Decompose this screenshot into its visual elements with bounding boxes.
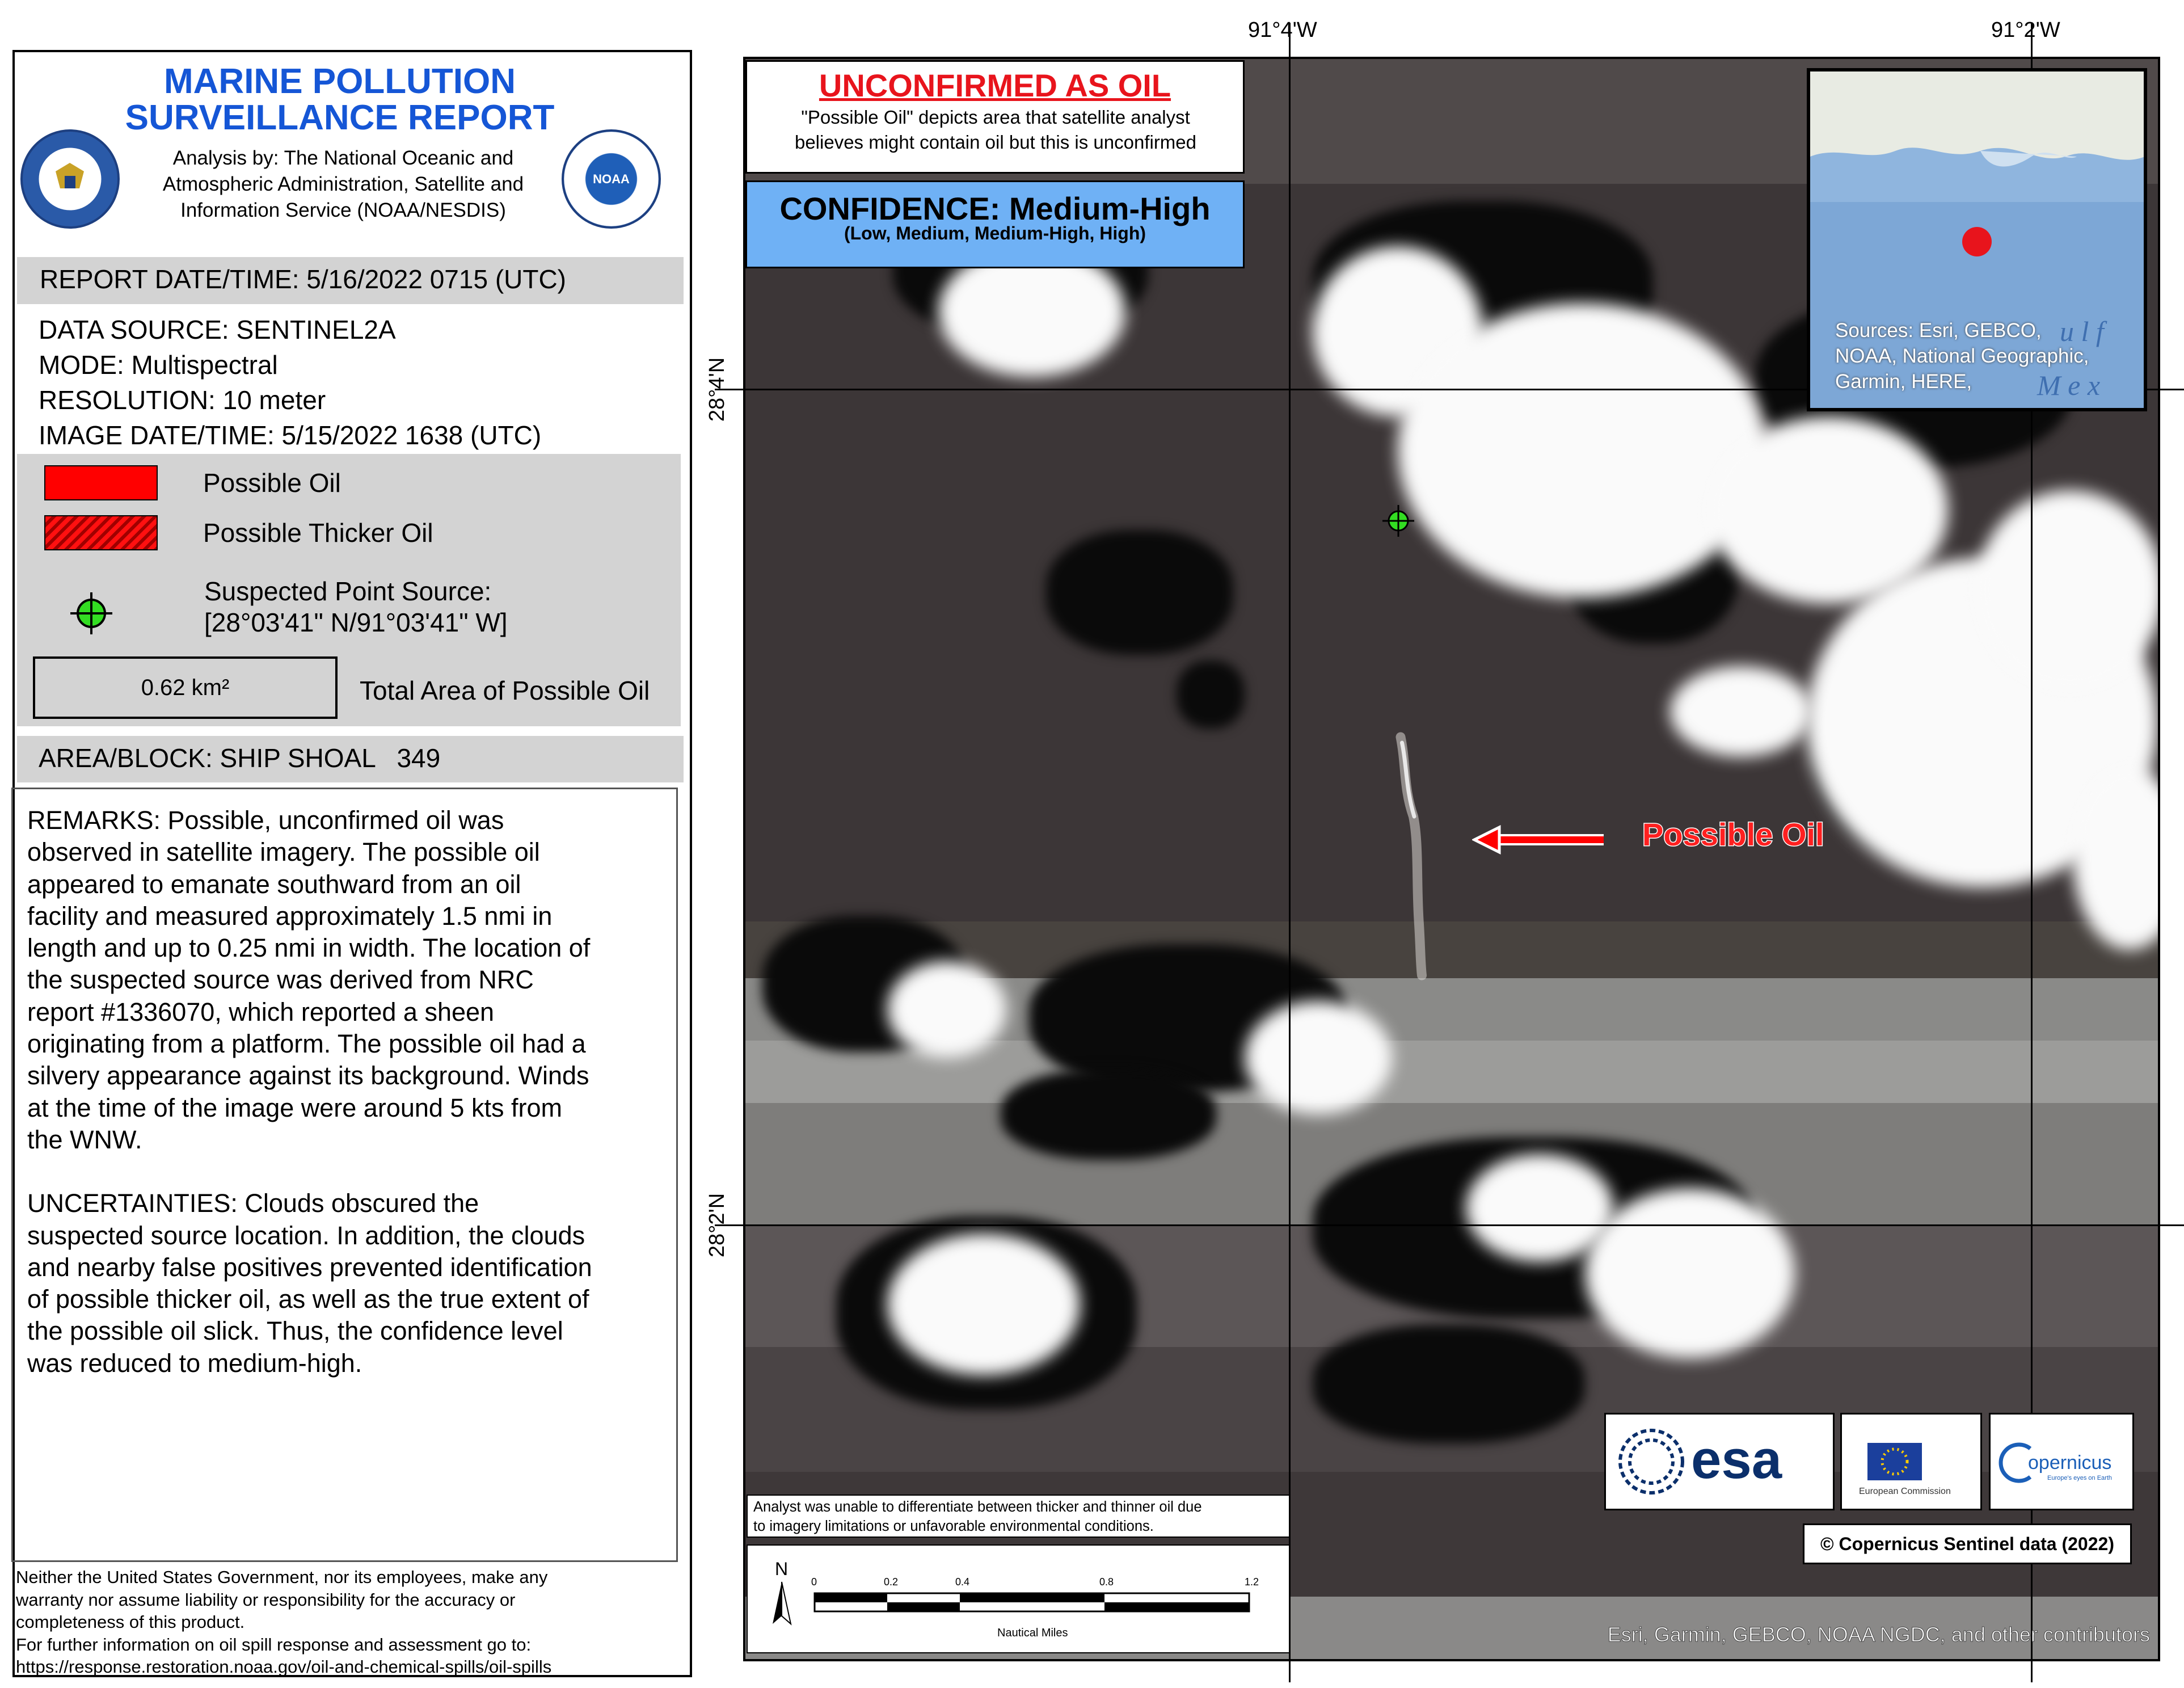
analyst-note-line-1: Analyst was unable to differentiate between thicker and thinner oil due (753, 1499, 1202, 1515)
inset-credit-line-2: NOAA, National Geographic, (1835, 345, 2089, 367)
point-source-coords: [28°03'41" N/91°03'41" W] (204, 608, 508, 637)
location-marker-icon (1962, 227, 1992, 256)
unconfirmed-line-2: believes might contain oil but this is unconfirmed (794, 132, 1197, 153)
noaa-logo (562, 129, 661, 229)
remarks-line: REMARKS: Possible, unconfirmed oil was (27, 806, 504, 835)
basemap-credit: Esri, Garmin, GEBCO, NOAA NGDC, and other contributors (1607, 1623, 2150, 1646)
possible-oil-swatch (44, 465, 158, 500)
remarks-line: report #1336070, which reported a sheen (27, 997, 495, 1026)
unconfirmed-line-1: "Possible Oil" depicts area that satellite analyst (801, 107, 1190, 128)
gulf-text-2: M e x (2037, 369, 2101, 401)
unconfirmed-text (749, 105, 1242, 155)
possible-thicker-oil-label: Possible Thicker Oil (203, 518, 433, 548)
copernicus-logo (1989, 1413, 2134, 1510)
copernicus-logo-text: opernicus (2028, 1452, 2112, 1474)
report-datetime: REPORT DATE/TIME: 5/16/2022 0715 (UTC) (40, 264, 566, 294)
inset-credit-line-1: Sources: Esri, GEBCO, (1835, 319, 2042, 342)
remarks-line: the possible oil slick. Thus, the confidence level (27, 1316, 563, 1346)
analyst-note (747, 1495, 1290, 1538)
esa-logo (1604, 1413, 1835, 1510)
point-source-label: Suspected Point Source: (204, 576, 492, 606)
disclaimer-line: warranty nor assume liability or responsibility for the accuracy or (16, 1589, 516, 1610)
remarks-line: the suspected source was derived from NRC (27, 965, 534, 995)
confidence-title: CONFIDENCE: Medium-High (779, 191, 1211, 226)
scale-tick-3: 0.8 (1099, 1576, 1114, 1588)
area-block-bar (17, 736, 684, 782)
analysis-line-3: Information Service (NOAA/NESDIS) (180, 199, 506, 221)
total-area-value: 0.62 km² (33, 656, 338, 719)
remarks-line: appeared to emanate southward from an oil (27, 869, 521, 899)
scale-tick-2: 0.4 (955, 1576, 970, 1588)
remarks-text (27, 805, 668, 1379)
unconfirmed-title: UNCONFIRMED AS OIL (819, 68, 1171, 103)
scale-tick-0: 0 (811, 1576, 817, 1588)
report-datetime-bar (17, 257, 684, 304)
european-commission-logo (1840, 1413, 1982, 1510)
lon-label-91-4: 91°4'W (1248, 18, 1317, 42)
scale-tick-4: 1.2 (1245, 1576, 1259, 1588)
analysis-line-1: Analysis by: The National Oceanic and (172, 147, 514, 169)
eu-logo-text: European Commission (1859, 1487, 1951, 1496)
disclaimer-line: completeness of this product. (16, 1612, 245, 1632)
copernicus-credit: © Copernicus Sentinel data (2022) (1803, 1523, 2132, 1564)
graticule-lat-28-2 (715, 1224, 2184, 1226)
remarks-line: length and up to 0.25 nmi in width. The location of (27, 933, 591, 963)
total-area-label: Total Area of Possible Oil (360, 676, 650, 705)
analyst-note-line-2: to imagery limitations or unfavorable environmental conditions. (753, 1518, 1154, 1534)
disclaimer-line: Neither the United States Government, nor its employees, make any (16, 1567, 548, 1587)
remarks-line: originating from a platform. The possible oil had a (27, 1029, 586, 1059)
lat-label-28-2: 28°2'N (705, 1193, 730, 1258)
image-datetime: IMAGE DATE/TIME: 5/15/2022 1638 (UTC) (39, 420, 542, 450)
possible-thicker-oil-swatch (44, 515, 158, 550)
gulf-text-1: u l f (2060, 315, 2104, 347)
analysis-line-2: Atmospheric Administration, Satellite and (162, 173, 524, 195)
disclaimer-line: For further information on oil spill response and assessment go to: (16, 1634, 532, 1655)
mode: MODE: Multispectral (39, 350, 278, 380)
remarks-line: was reduced to medium-high. (27, 1348, 362, 1378)
possible-oil-label: Possible Oil (203, 468, 341, 498)
esa-logo-text: esa (1691, 1429, 1782, 1490)
remarks-line: and nearby false positives prevented identification (27, 1252, 592, 1282)
remarks-line: suspected source location. In addition, the clouds (27, 1220, 585, 1250)
resolution: RESOLUTION: 10 meter (39, 385, 326, 415)
point-source-marker-icon (1381, 504, 1415, 538)
disclaimer (16, 1566, 680, 1678)
possible-oil-arrow-icon (1472, 824, 1608, 856)
copernicus-logo-subtext: Europe's eyes on Earth (2047, 1475, 2113, 1481)
remarks-line: observed in satellite imagery. The possible oil (27, 837, 540, 867)
analysis-credit (128, 145, 559, 224)
data-source: DATA SOURCE: SENTINEL2A (39, 315, 396, 344)
inset-credit (1835, 318, 2153, 394)
scale-tick-1: 0.2 (884, 1576, 899, 1588)
area-block: AREA/BLOCK: SHIP SHOAL 349 (39, 743, 441, 773)
remarks-line: UNCERTAINTIES: Clouds obscured the (27, 1189, 479, 1218)
remarks-line (27, 1156, 668, 1188)
possible-oil-map-label: Possible Oil (1642, 816, 1824, 852)
remarks-line: of possible thicker oil, as well as the true extent of (27, 1285, 589, 1314)
lat-label-28-4: 28°4'N (705, 357, 730, 422)
remarks-line: the WNW. (27, 1125, 142, 1154)
north-arrow-label: N (775, 1559, 789, 1579)
scale-bar (747, 1544, 1290, 1653)
remarks-line: facility and measured approximately 1.5 nmi in (27, 901, 553, 931)
scale-unit: Nautical Miles (997, 1627, 1068, 1639)
noaa-logo-text: NOAA (593, 171, 630, 186)
point-source-legend-icon (68, 590, 115, 637)
report-title-line1: MARINE POLLUTION (164, 62, 516, 101)
inset-credit-line-3: Garmin, HERE, (1835, 371, 1972, 393)
remarks-line: silvery appearance against its background. Winds (27, 1061, 589, 1091)
remarks-line: at the time of the image were around 5 kts from (27, 1093, 562, 1122)
confidence-scale: (Low, Medium, Medium-High, High) (844, 223, 1146, 243)
department-of-commerce-seal (20, 129, 120, 229)
disclaimer-line: https://response.restoration.noaa.gov/oil-and-chemical-spills/oil-spills (16, 1657, 552, 1677)
lon-label-91-2: 91°2'W (1991, 18, 2060, 42)
report-title-line2: SURVEILLANCE REPORT (125, 98, 555, 137)
graticule-lon-91-4 (1289, 23, 1291, 1682)
